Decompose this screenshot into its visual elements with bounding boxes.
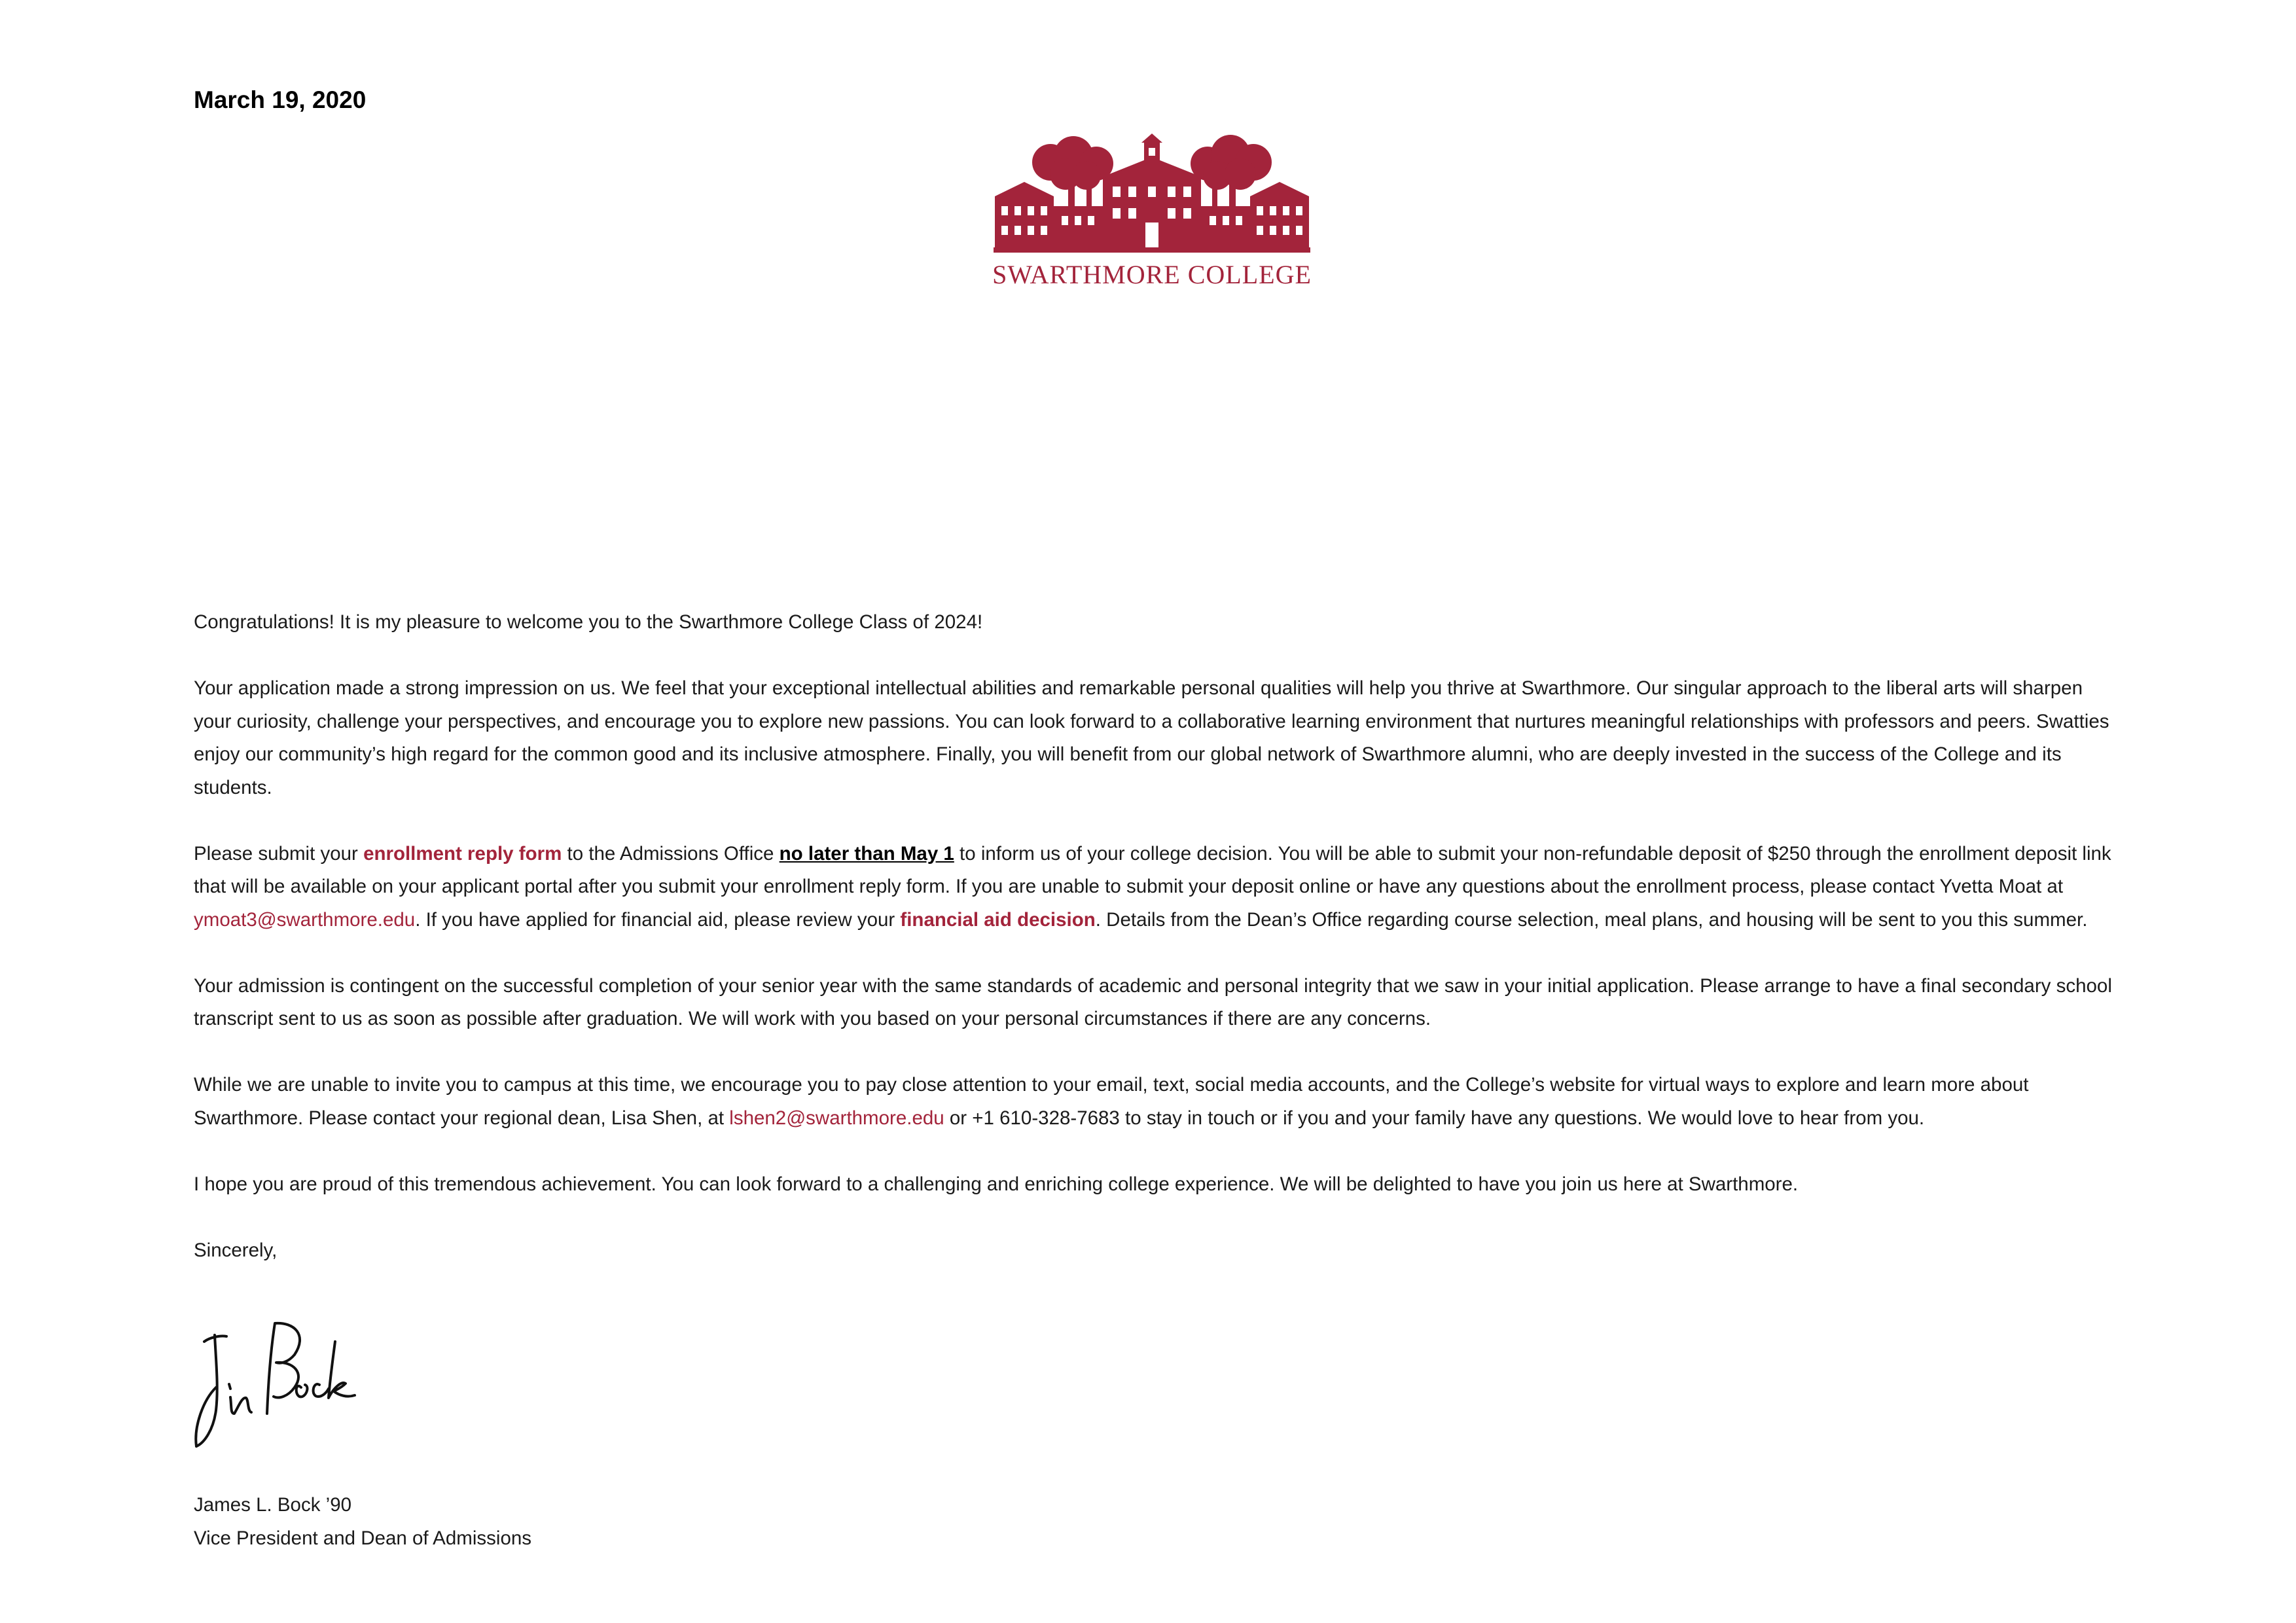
text-segment: to inform us of your college decision. You will be able to submit your non-refundable deposit of $250 through the enrollment deposit link that will be available on your applicant portal after you submit your enrollment reply form. If you are unable to submit your deposit online or have any questions about the enrollment process, please contact Yvetta Moat at [194, 842, 2111, 897]
handwritten-signature [190, 1315, 360, 1453]
lshen-email-link[interactable]: lshen2@swarthmore.edu [729, 1107, 944, 1129]
signer-block [194, 1488, 531, 1555]
college-building-with-trees-icon [988, 131, 1316, 255]
closing: Sincerely, [194, 1239, 278, 1261]
signer-title: Vice President and Dean of Admissions [194, 1527, 532, 1549]
greeting: Congratulations! It is my pleasure to welcome you to the Swarthmore College Class of 2024! [194, 611, 983, 633]
paragraph-impression: Your application made a strong impression on us. We feel that your exceptional intellectual abilities and remarkable personal qualities will help you thrive at Swarthmore. Our singular approach to the liberal arts will sharpen your curiosity, challenge your perspectives, and encourage you to explore new passions. You can look forward to a collaborative learning environment that nurtures meaningful relationships with professors and peers. Swatties enjoy our community’s high regard for the common good and its inclusive atmosphere. Finally, you will benefit from our global network of Swarthmore alumni, who are deeply invested in the success of the College and its students. [194, 677, 2109, 798]
financial-aid-decision-link[interactable]: financial aid decision [900, 908, 1096, 931]
paragraph-enrollment [194, 838, 2118, 937]
text-segment: While we are unable to invite you to campus at this time, we encourage you to pay close attention to your email, text, social media accounts, and the College’s website for virtual ways to explore and learn more about Swarthmore. Please contact your regional dean, Lisa Shen, at [194, 1074, 2029, 1129]
letter-date: March 19, 2020 [194, 86, 367, 113]
college-logo [988, 131, 1316, 294]
text-segment: . If you have applied for financial aid, please review your [415, 908, 901, 931]
paragraph-contact [194, 1069, 2118, 1135]
ymoat-email-link[interactable]: ymoat3@swarthmore.edu [194, 908, 416, 931]
letter-body [194, 606, 2118, 1300]
text-segment: or +1 610-328-7683 to stay in touch or if you and your family have any questions. We would love to hear from you. [944, 1107, 1925, 1129]
paragraph-closing-wish: I hope you are proud of this tremendous achievement. You can look forward to a challenging and enriching college experience. We will be delighted to have you join us here at Swarthmore. [194, 1173, 1799, 1195]
enrollment-reply-form-link[interactable]: enrollment reply form [363, 842, 562, 865]
signer-name: James L. Bock ’90 [194, 1494, 352, 1516]
text-segment: Please submit your [194, 842, 364, 865]
text-segment: to the Admissions Office [562, 842, 780, 865]
handwritten-signature-icon [190, 1315, 360, 1453]
college-name: SWARTHMORE COLLEGE [992, 260, 1312, 289]
text-segment: . Details from the Dean’s Office regarding course selection, meal plans, and housing will be sent to you this summer. [1095, 908, 2088, 931]
deadline-text: no later than May 1 [779, 842, 954, 865]
paragraph-admission-contingent: Your admission is contingent on the successful completion of your senior year with the same standards of academic and personal integrity that we saw in your initial application. Please arrange to have a final secondary school transcript sent to us as soon as possible after graduation. We will work with you based on your personal circumstances if there are any concerns. [194, 974, 2112, 1029]
